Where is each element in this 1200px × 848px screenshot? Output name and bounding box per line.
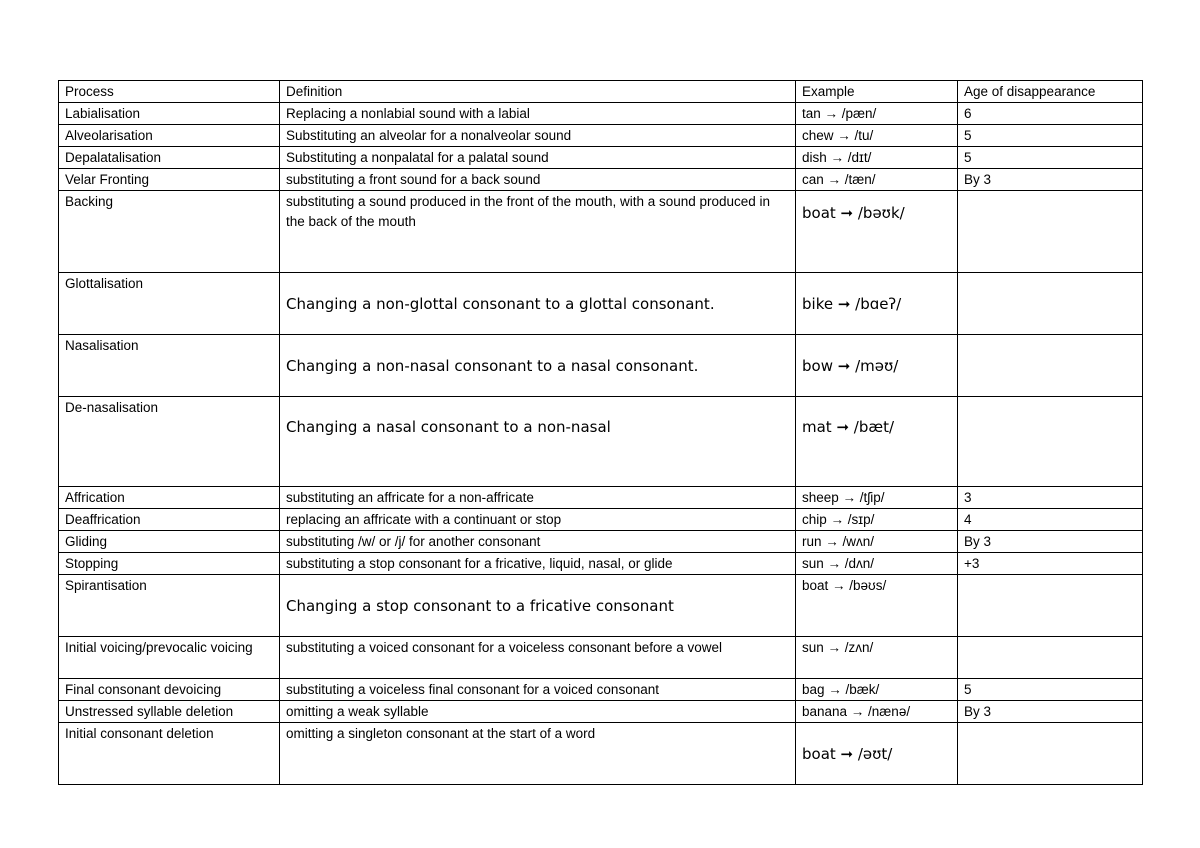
example-cell: bag → /bæk/ <box>796 679 958 701</box>
header-process: Process <box>59 81 280 103</box>
table-row <box>59 509 1143 531</box>
header-age: Age of disappearance <box>958 81 1143 103</box>
definition-cell: Substituting an alveolar for a nonalveolar sound <box>280 125 796 147</box>
example-cell: bow ➞ /məʊ/ <box>796 335 958 397</box>
example-cell: banana → /nænə/ <box>796 701 958 723</box>
definition-cell: Changing a nasal consonant to a non-nasal <box>280 397 796 487</box>
age-cell: 5 <box>958 679 1143 701</box>
definition-cell: Substituting a nonpalatal for a palatal sound <box>280 147 796 169</box>
process-cell: Alveolarisation <box>59 125 280 147</box>
example-cell: chip → /sɪp/ <box>796 509 958 531</box>
table-row <box>59 103 1143 125</box>
definition-cell: substituting a sound produced in the front of the mouth, with a sound produced in the back of the mouth <box>280 191 796 273</box>
process-cell: Labialisation <box>59 103 280 125</box>
age-cell: By 3 <box>958 531 1143 553</box>
process-cell: De-nasalisation <box>59 397 280 487</box>
definition-cell: Replacing a nonlabial sound with a labial <box>280 103 796 125</box>
example-cell: tan → /pæn/ <box>796 103 958 125</box>
definition-cell: replacing an affricate with a continuant or stop <box>280 509 796 531</box>
table-row <box>59 273 1143 335</box>
table-row <box>59 575 1143 637</box>
age-cell <box>958 723 1143 785</box>
definition-cell: Changing a stop consonant to a fricative consonant <box>280 575 796 637</box>
example-cell: boat ➞ /əʊt/ <box>796 723 958 785</box>
process-cell: Initial voicing/prevocalic voicing <box>59 637 280 679</box>
age-cell <box>958 191 1143 273</box>
process-cell: Backing <box>59 191 280 273</box>
phonological-process-table <box>58 80 1143 785</box>
table-row <box>59 147 1143 169</box>
age-cell: 6 <box>958 103 1143 125</box>
age-cell: 4 <box>958 509 1143 531</box>
example-cell: sun → /dʌn/ <box>796 553 958 575</box>
example-cell: sheep → /tʃip/ <box>796 487 958 509</box>
age-cell <box>958 637 1143 679</box>
process-cell: Deaffrication <box>59 509 280 531</box>
age-cell <box>958 575 1143 637</box>
age-cell <box>958 273 1143 335</box>
table-row <box>59 679 1143 701</box>
table-row <box>59 397 1143 487</box>
process-cell: Final consonant devoicing <box>59 679 280 701</box>
definition-cell: substituting a front sound for a back sound <box>280 169 796 191</box>
example-cell: can → /tæn/ <box>796 169 958 191</box>
age-cell: By 3 <box>958 169 1143 191</box>
definition-cell: substituting an affricate for a non-affricate <box>280 487 796 509</box>
header-row <box>59 81 1143 103</box>
age-cell: By 3 <box>958 701 1143 723</box>
table-row <box>59 335 1143 397</box>
table-row <box>59 637 1143 679</box>
definition-cell: substituting /w/ or /j/ for another consonant <box>280 531 796 553</box>
process-cell: Unstressed syllable deletion <box>59 701 280 723</box>
table-row <box>59 723 1143 785</box>
definition-cell: substituting a stop consonant for a fricative, liquid, nasal, or glide <box>280 553 796 575</box>
definition-cell: Changing a non-glottal consonant to a glottal consonant. <box>280 273 796 335</box>
example-cell: boat ➞ /bəʊk/ <box>796 191 958 273</box>
table-row <box>59 191 1143 273</box>
age-cell: 5 <box>958 147 1143 169</box>
definition-cell: substituting a voiced consonant for a voiceless consonant before a vowel <box>280 637 796 679</box>
process-cell: Affrication <box>59 487 280 509</box>
header-example: Example <box>796 81 958 103</box>
example-cell: chew → /tu/ <box>796 125 958 147</box>
definition-cell: omitting a weak syllable <box>280 701 796 723</box>
definition-cell: substituting a voiceless final consonant for a voiced consonant <box>280 679 796 701</box>
process-cell: Spirantisation <box>59 575 280 637</box>
process-cell: Nasalisation <box>59 335 280 397</box>
process-cell: Velar Fronting <box>59 169 280 191</box>
definition-cell: Changing a non-nasal consonant to a nasal consonant. <box>280 335 796 397</box>
process-cell: Initial consonant deletion <box>59 723 280 785</box>
process-cell: Stopping <box>59 553 280 575</box>
age-cell: 5 <box>958 125 1143 147</box>
table-row <box>59 531 1143 553</box>
table-row <box>59 169 1143 191</box>
age-cell <box>958 335 1143 397</box>
header-definition: Definition <box>280 81 796 103</box>
table-row <box>59 701 1143 723</box>
table-row <box>59 125 1143 147</box>
process-cell: Depalatalisation <box>59 147 280 169</box>
example-cell: sun → /zʌn/ <box>796 637 958 679</box>
age-cell: +3 <box>958 553 1143 575</box>
process-cell: Glottalisation <box>59 273 280 335</box>
example-cell: dish → /dɪt/ <box>796 147 958 169</box>
age-cell <box>958 397 1143 487</box>
definition-cell: omitting a singleton consonant at the start of a word <box>280 723 796 785</box>
age-cell: 3 <box>958 487 1143 509</box>
example-cell: run → /wʌn/ <box>796 531 958 553</box>
example-cell: bike ➞ /bɑeʔ/ <box>796 273 958 335</box>
table-row <box>59 553 1143 575</box>
example-cell: mat ➞ /bæt/ <box>796 397 958 487</box>
table-row <box>59 487 1143 509</box>
example-cell: boat → /bəʊs/ <box>796 575 958 637</box>
process-cell: Gliding <box>59 531 280 553</box>
